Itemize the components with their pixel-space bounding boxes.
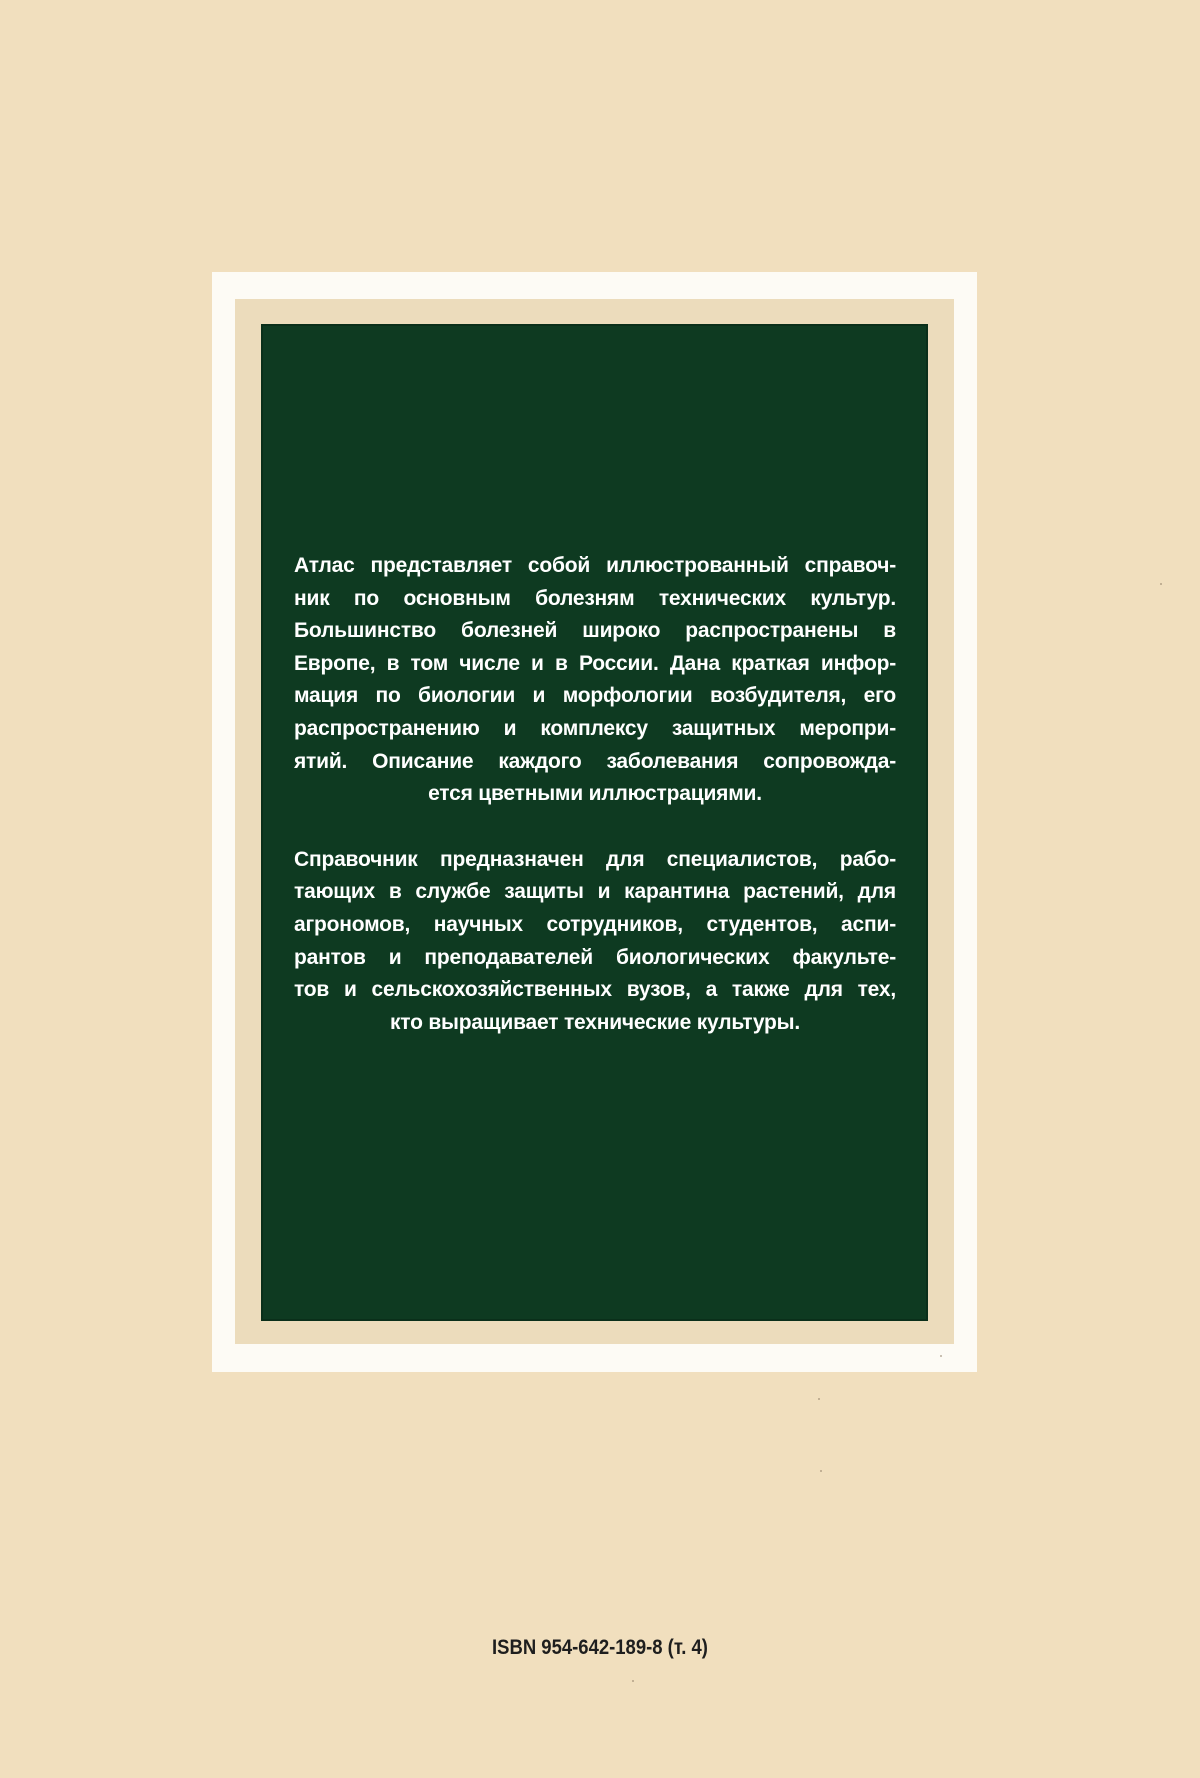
text-line: распространению и комплексу защитных меропри-	[294, 716, 896, 740]
print-speck	[632, 1680, 634, 1682]
text-line: тов и сельскохозяйственных вузов, а также для тех,	[294, 978, 896, 1002]
print-speck	[820, 1470, 822, 1472]
text-line: Большинство болезней широко распространены в	[294, 619, 896, 643]
description-paragraph-2	[294, 844, 896, 1040]
text-line: Европе, в том числе и в России. Дана краткая инфор-	[294, 651, 896, 675]
green-text-panel	[261, 324, 928, 1321]
text-line: мация по биологии и морфологии возбудителя, его	[294, 684, 896, 708]
beige-mat	[235, 299, 954, 1344]
text-line: кто выращивает технические культуры.	[389, 1010, 801, 1034]
text-line: ется цветными иллюстрациями.	[428, 782, 762, 806]
print-speck	[940, 1355, 942, 1357]
text-line: тающих в службе защиты и карантина растений, для	[294, 880, 896, 904]
text-line: агрономов, научных сотрудников, студентов, аспи-	[294, 912, 896, 936]
print-speck	[818, 1398, 820, 1400]
white-frame	[212, 272, 977, 1372]
text-line: ник по основным болезням технических культур.	[294, 586, 896, 610]
isbn-number: ISBN 954-642-189-8 (т. 4)	[492, 1636, 708, 1659]
description-paragraph-1	[294, 550, 896, 811]
text-line: рантов и преподавателей биологических факульте-	[294, 945, 896, 969]
text-line: Атлас представляет собой иллюстрованный справоч-	[294, 554, 896, 577]
description-blurb	[294, 550, 896, 1039]
paragraph-gap	[294, 811, 896, 844]
print-speck	[1160, 583, 1162, 585]
text-line: ятий. Описание каждого заболевания сопровожда-	[294, 749, 896, 773]
text-line: Справочник предназначен для специалистов, рабо-	[294, 847, 896, 871]
